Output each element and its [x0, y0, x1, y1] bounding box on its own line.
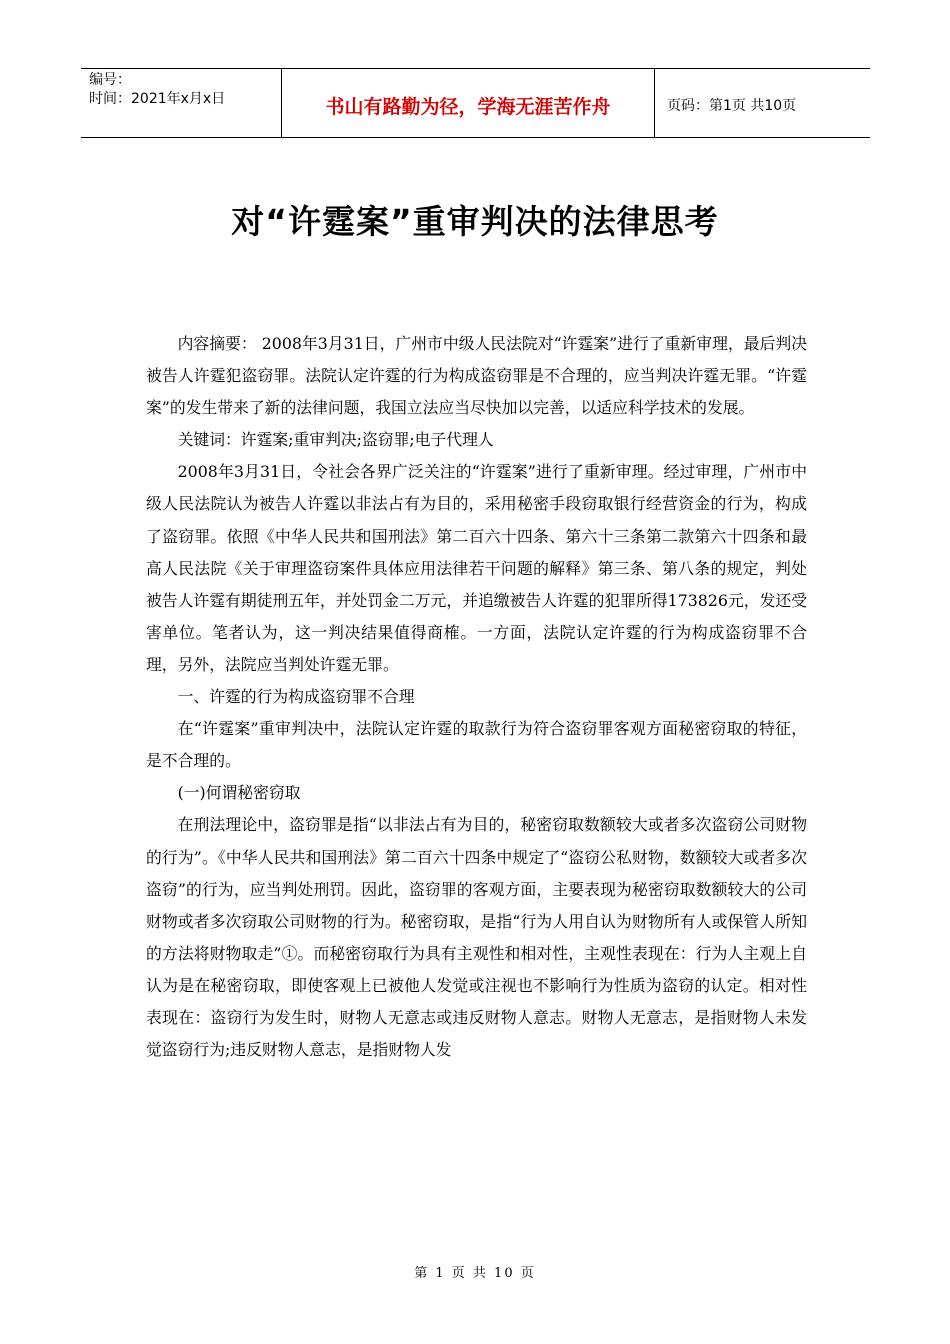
header-table: [81, 68, 870, 138]
body-paragraph: 在“许霆案”重审判决中，法院认定许霆的取款行为符合盗窃罪客观方面秘密窃取的特征，是不合理的。: [146, 719, 807, 771]
header-meta: [81, 69, 281, 137]
keywords-paragraph: 关键词：许霆案;重审判决;盗窃罪;电子代理人: [177, 430, 494, 450]
body-paragraph: 在刑法理论中，盗窃罪是指“以非法占有为目的，秘密窃取数额较大或者多次盗窃公司财物的行为”。《中华人民共和国刑法》第二百六十四条中规定了“盗窃公私财物，数额较大或者多次盗窃”的行为，应当判处刑罚。因此，盗窃罪的客观方面，主要表现为秘密窃取数额较大的公司财物或者多次窃取公司财物的行为。秘密窃取，是指“行为人用自认为财物所有人或保管人所知的方法将财物取走”①。而秘密窃取行为具有主观性和相对性，主观性表现在：行为人主观上自认为是在秘密窃取，即使客观上已被他人发觉或注视也不影响行为性质为盗窃的认定。相对性表现在：盗窃行为发生时，财物人无意志或违反财物人意志。财物人无意志，是指财物人未发觉盗窃行为;违反财物人意志，是指财物人发: [146, 815, 807, 1060]
document-body: [146, 328, 807, 1066]
section-heading: 一、许霆的行为构成盗窃罪不合理: [177, 687, 415, 707]
document-title: 对“许霆案”重审判决的法律思考: [231, 202, 719, 241]
abstract-paragraph: 内容摘要： 2008年3月31日，广州市中级人民法院对“许霆案”进行了重新审理，最后判决被告人许霆犯盗窃罪。法院认定许霆的行为构成盗窃罪是不合理的，应当判决许霆无罪。“许霆案”的发生带来了新的法律问题，我国立法应当尽快加以完善，以适应科学技术的发展。: [146, 334, 807, 418]
body-paragraph: 2008年3月31日，令社会各界广泛关注的“许霆案”进行了重新审理。经过审理，广州市中级人民法院认为被告人许霆以非法占有为目的，采用秘密手段窃取银行经营资金的行为，构成了盗窃罪。依照《中华人民共和国刑法》第二百六十四条、第六十三条第二款第六十四条和最高人民法院《关于审理盗窃案件具体应用法律若干问题的解释》第三条、第八条的规定，判处被告人许霆有期徒刑五年，并处罚金二万元，并追缴被告人许霆的犯罪所得173826元，发还受害单位。笔者认为，这一判决结果值得商榷。一方面，法院认定许霆的行为构成盗窃罪不合理，另外，法院应当判处许霆无罪。: [146, 462, 807, 674]
number-label: 编号：: [89, 72, 131, 88]
date-text: 时间：2021年x月x日: [89, 91, 226, 107]
subsection-heading: (一)何谓秘密窃取: [177, 783, 301, 803]
page-footer: 第 1 页 共 10 页: [414, 1266, 536, 1281]
header-motto: 书山有路勤为径，学海无涯苦作舟: [281, 69, 655, 137]
header-page-code: 页码：第1页 共10页: [667, 98, 797, 114]
